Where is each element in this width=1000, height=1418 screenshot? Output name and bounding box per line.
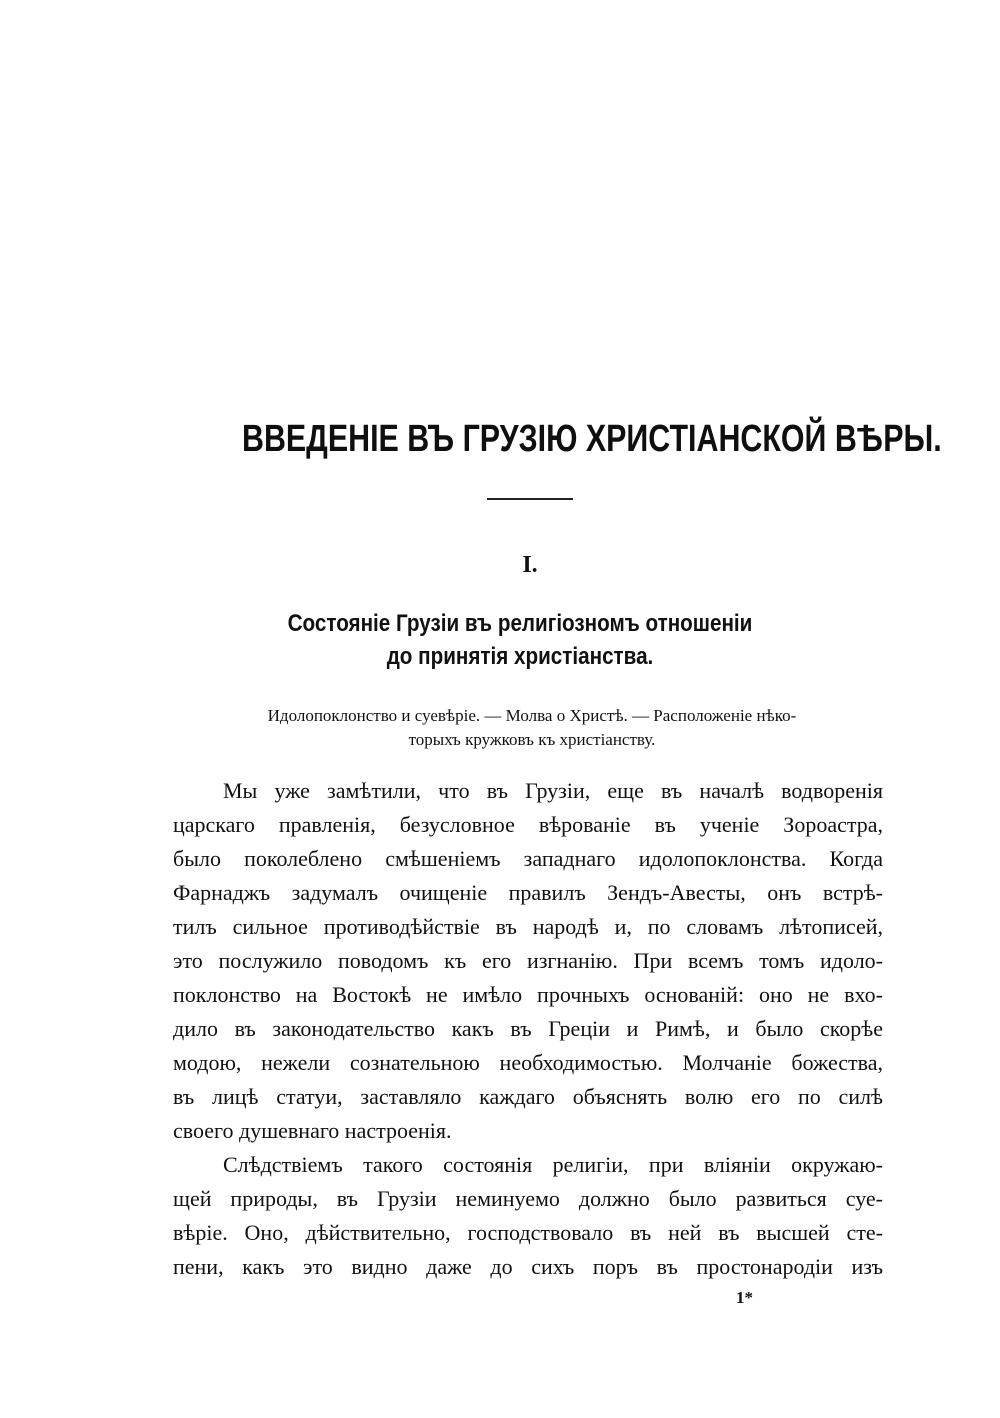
section-heading-line: до принятія христіанства. [386, 643, 654, 670]
chapter-summary-line: торыхъ кружковъ къ христіанству. [408, 730, 656, 749]
text-line: Слѣдствіемъ такого состоянія религіи, при вліяніи окружаю- [223, 1152, 883, 1177]
text-line: щей природы, въ Грузіи неминуемо должно было развиться суе- [173, 1186, 883, 1211]
page-number: 1* [736, 1288, 753, 1307]
text-line: вѣріе. Оно, дѣйствительно, господствовало въ ней въ высшей сте- [173, 1220, 883, 1245]
chapter-summary-line: Идолопоклонство и суевѣріе. — Молва о Христѣ. — Расположеніе нѣко- [267, 706, 797, 725]
paragraph [173, 774, 883, 1148]
paragraph [173, 1148, 883, 1284]
text-line: своего душевнаго настроенія. [173, 1118, 452, 1143]
text-line: это послужило поводомъ къ его изгнанію. При всемъ томъ идоло- [173, 948, 883, 973]
text-line: Мы уже замѣтили, что въ Грузіи, еще въ началѣ водворенія [223, 778, 883, 803]
text-line: въ лицѣ статуи, заставляло каждаго объяснять волю его по силѣ [173, 1084, 883, 1109]
text-line: было поколеблено смѣшеніемъ западнаго идолопоклонства. Когда [173, 846, 883, 871]
section-heading-line: Состояніе Грузіи въ религіозномъ отношеніи [287, 610, 753, 637]
title-divider [487, 498, 573, 500]
text-line: Фарнаджъ задумалъ очищеніе правилъ Зендъ-Авесты, онъ встрѣ- [173, 880, 883, 905]
text-line: дило въ законодательство какъ въ Греціи и Римѣ, и было скорѣе [173, 1016, 883, 1041]
text-line: пени, какъ это видно даже до сихъ поръ въ простонародіи изъ [173, 1254, 883, 1279]
text-line: модою, нежели сознательною необходимостью. Молчаніе божества, [173, 1050, 883, 1075]
text-line: царскаго правленія, безусловное вѣрованіе въ ученіе Зороастра, [173, 812, 883, 837]
text-line: поклонство на Востокѣ не имѣло прочныхъ основаній: оно не вхо- [173, 982, 883, 1007]
text-line: тилъ сильное противодѣйствіе въ народѣ и, по словамъ лѣтописей, [173, 914, 883, 939]
page-title: ВВЕДЕНІЕ ВЪ ГРУЗІЮ ХРИСТІАНСКОЙ ВѢРЫ. [242, 418, 942, 460]
section-number: I. [522, 552, 538, 578]
